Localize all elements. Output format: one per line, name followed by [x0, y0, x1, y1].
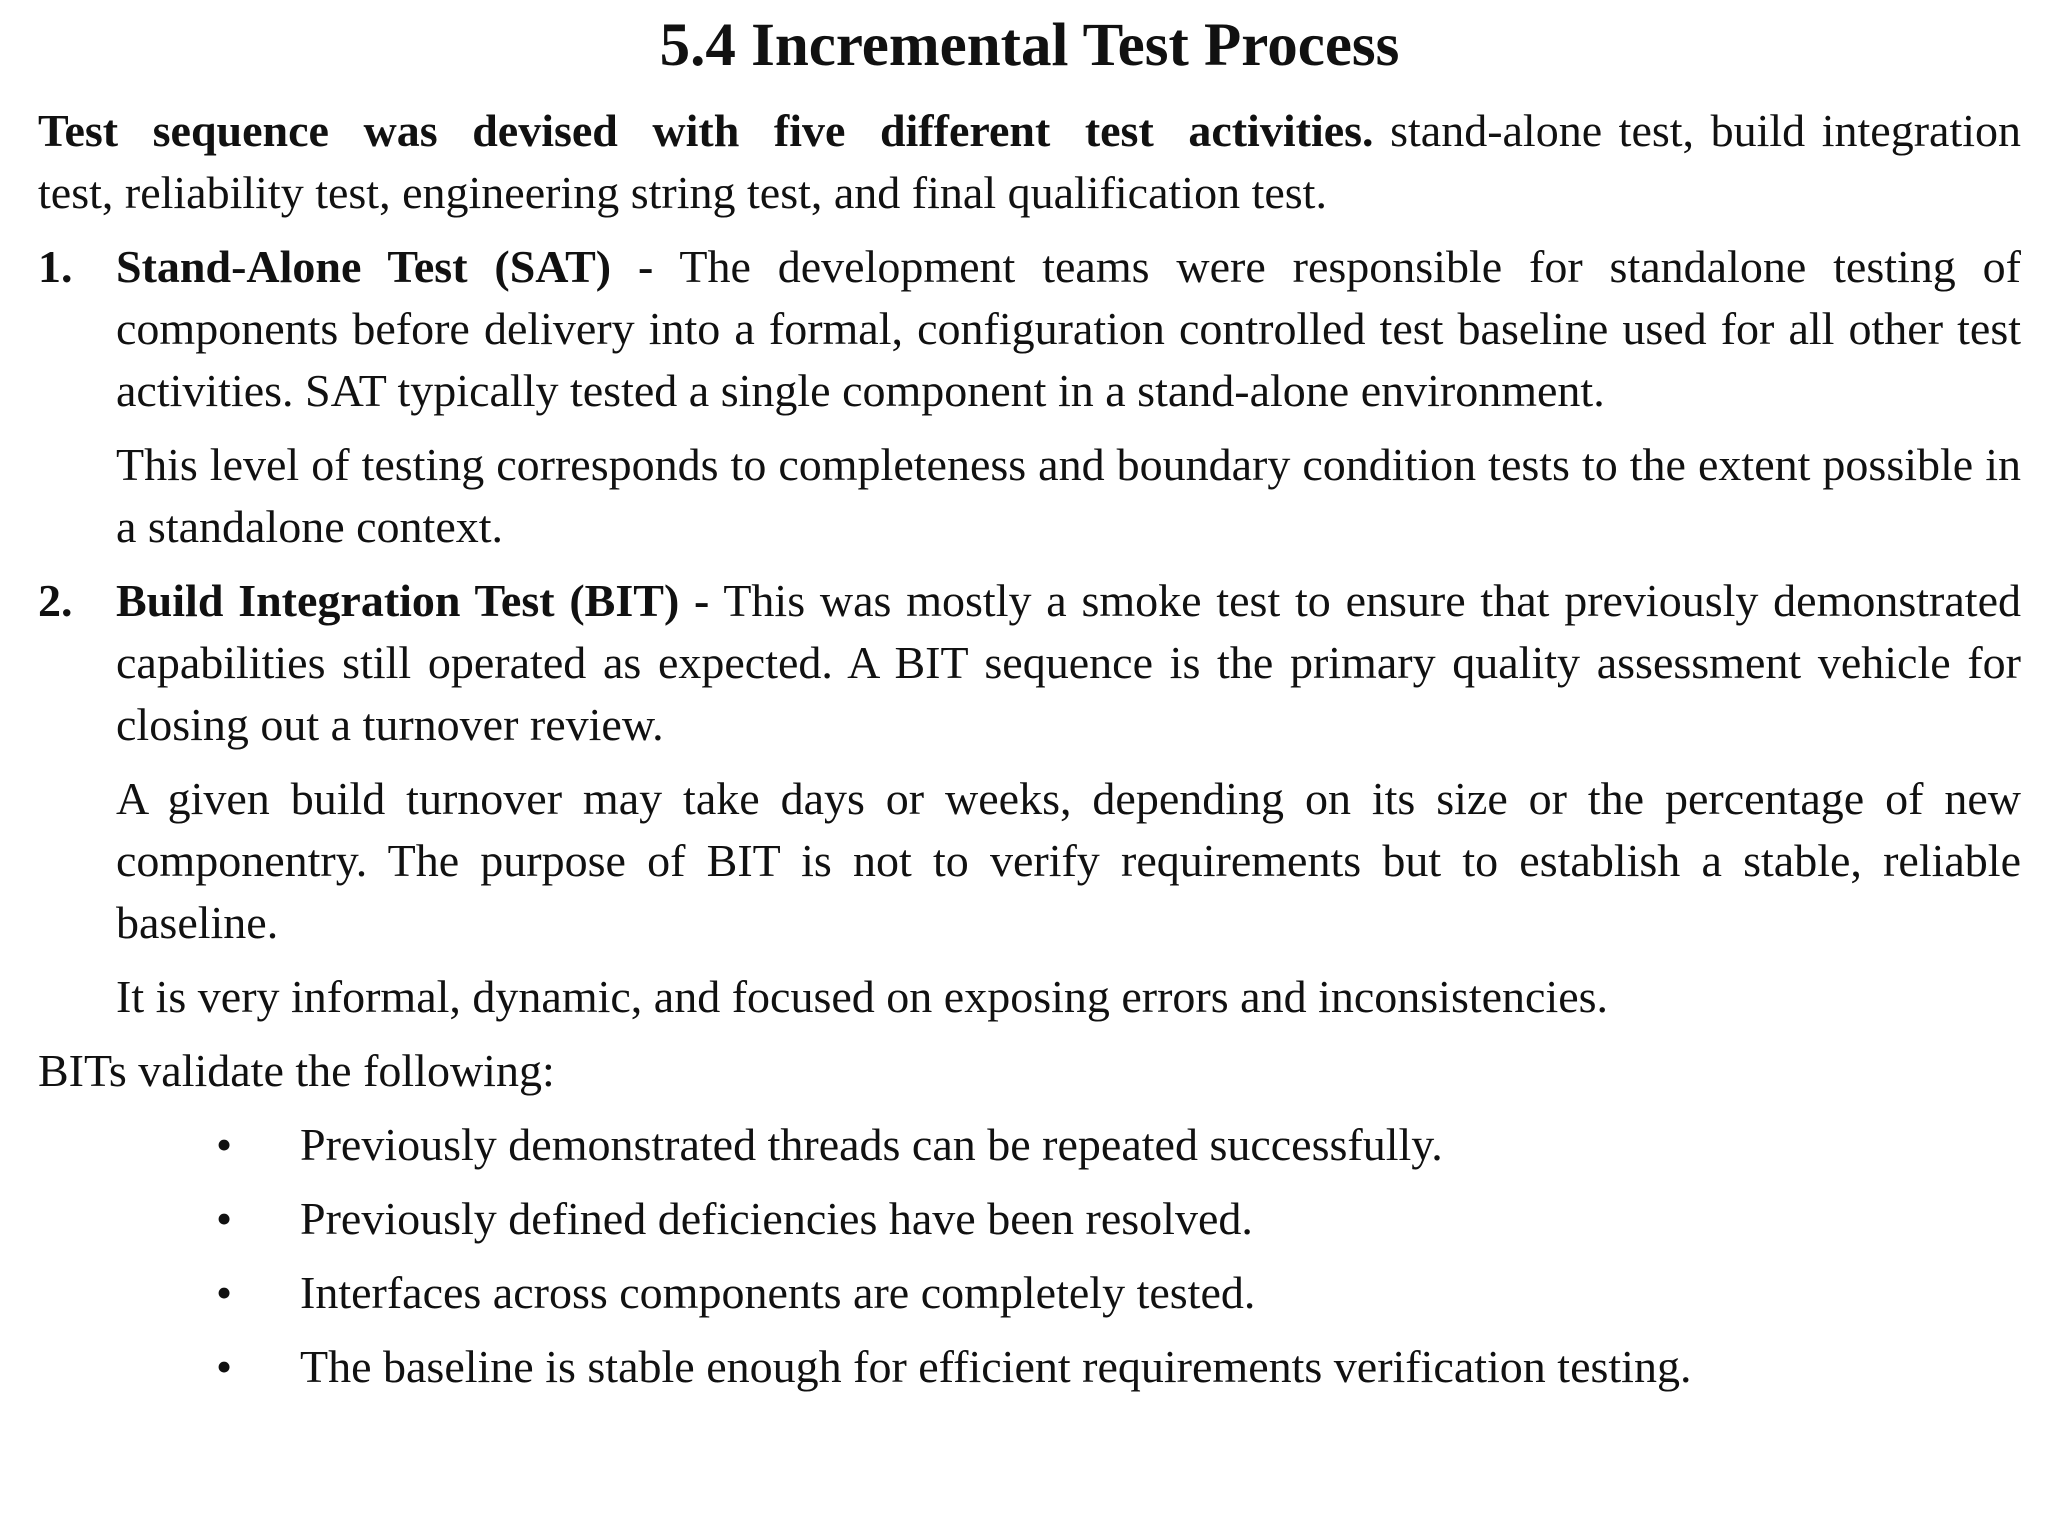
bullet-item	[38, 1188, 2021, 1250]
list-item-body	[116, 570, 2021, 756]
intro-paragraph	[38, 100, 2021, 224]
intro-lead: Test sequence was devised with five different test activities.	[38, 105, 1374, 156]
bullet-icon: •	[216, 1267, 233, 1318]
list-item-bit	[38, 570, 2021, 756]
list-item-text: This was mostly a smoke test to ensure that previously demonstrated capabilities still operated as expected. A BIT sequence is the primary quality assessment vehicle for closing out a turnover review.	[116, 575, 2021, 750]
list-item-number: 2.	[38, 575, 73, 626]
bullet-icon: •	[216, 1119, 233, 1170]
list-item-text: The development teams were responsible for standalone testing of components before delivery into a formal, configuration controlled test baseline used for all other test activities. SAT typically tested a single component in a stand-alone environment.	[116, 241, 2021, 416]
bullet-text: Previously demonstrated threads can be repeated successfully.	[300, 1119, 1443, 1170]
bit-sub-paragraph-1: A given build turnover may take days or weeks, depending on its size or the percentage of new componentry. The purpose of BIT is not to verify requirements but to establish a stable, reliable baseline.	[116, 773, 2021, 948]
bullet-list	[38, 1114, 2021, 1398]
bits-intro: BITs validate the following:	[38, 1045, 555, 1096]
list-item-lead: Stand-Alone Test (SAT) -	[116, 241, 654, 292]
bit-sub-paragraph-2: It is very informal, dynamic, and focused on exposing errors and inconsistencies.	[116, 971, 1609, 1022]
sat-sub-paragraph: This level of testing corresponds to completeness and boundary condition tests to the extent possible in a standalone context.	[116, 439, 2021, 552]
section-title: 5.4 Incremental Test Process	[659, 12, 1400, 79]
bullet-text: Previously defined deficiencies have been resolved.	[300, 1193, 1253, 1244]
bullet-item	[38, 1336, 2021, 1398]
document-page	[38, 0, 2021, 1398]
bullet-icon: •	[216, 1341, 233, 1392]
bullet-text: Interfaces across components are completely tested.	[300, 1267, 1256, 1318]
bullet-icon: •	[216, 1193, 233, 1244]
bullet-item	[38, 1262, 2021, 1324]
bullet-item	[38, 1114, 2021, 1176]
bullet-text: The baseline is stable enough for efficient requirements verification testing.	[300, 1341, 1692, 1392]
list-item-sat	[38, 236, 2021, 422]
list-item-number: 1.	[38, 241, 73, 292]
list-item-body	[116, 236, 2021, 422]
list-item-lead: Build Integration Test (BIT) -	[116, 575, 710, 626]
intro-text: stand-alone test, build integration test, reliability test, engineering string test, and final qualification test.	[38, 105, 2021, 218]
